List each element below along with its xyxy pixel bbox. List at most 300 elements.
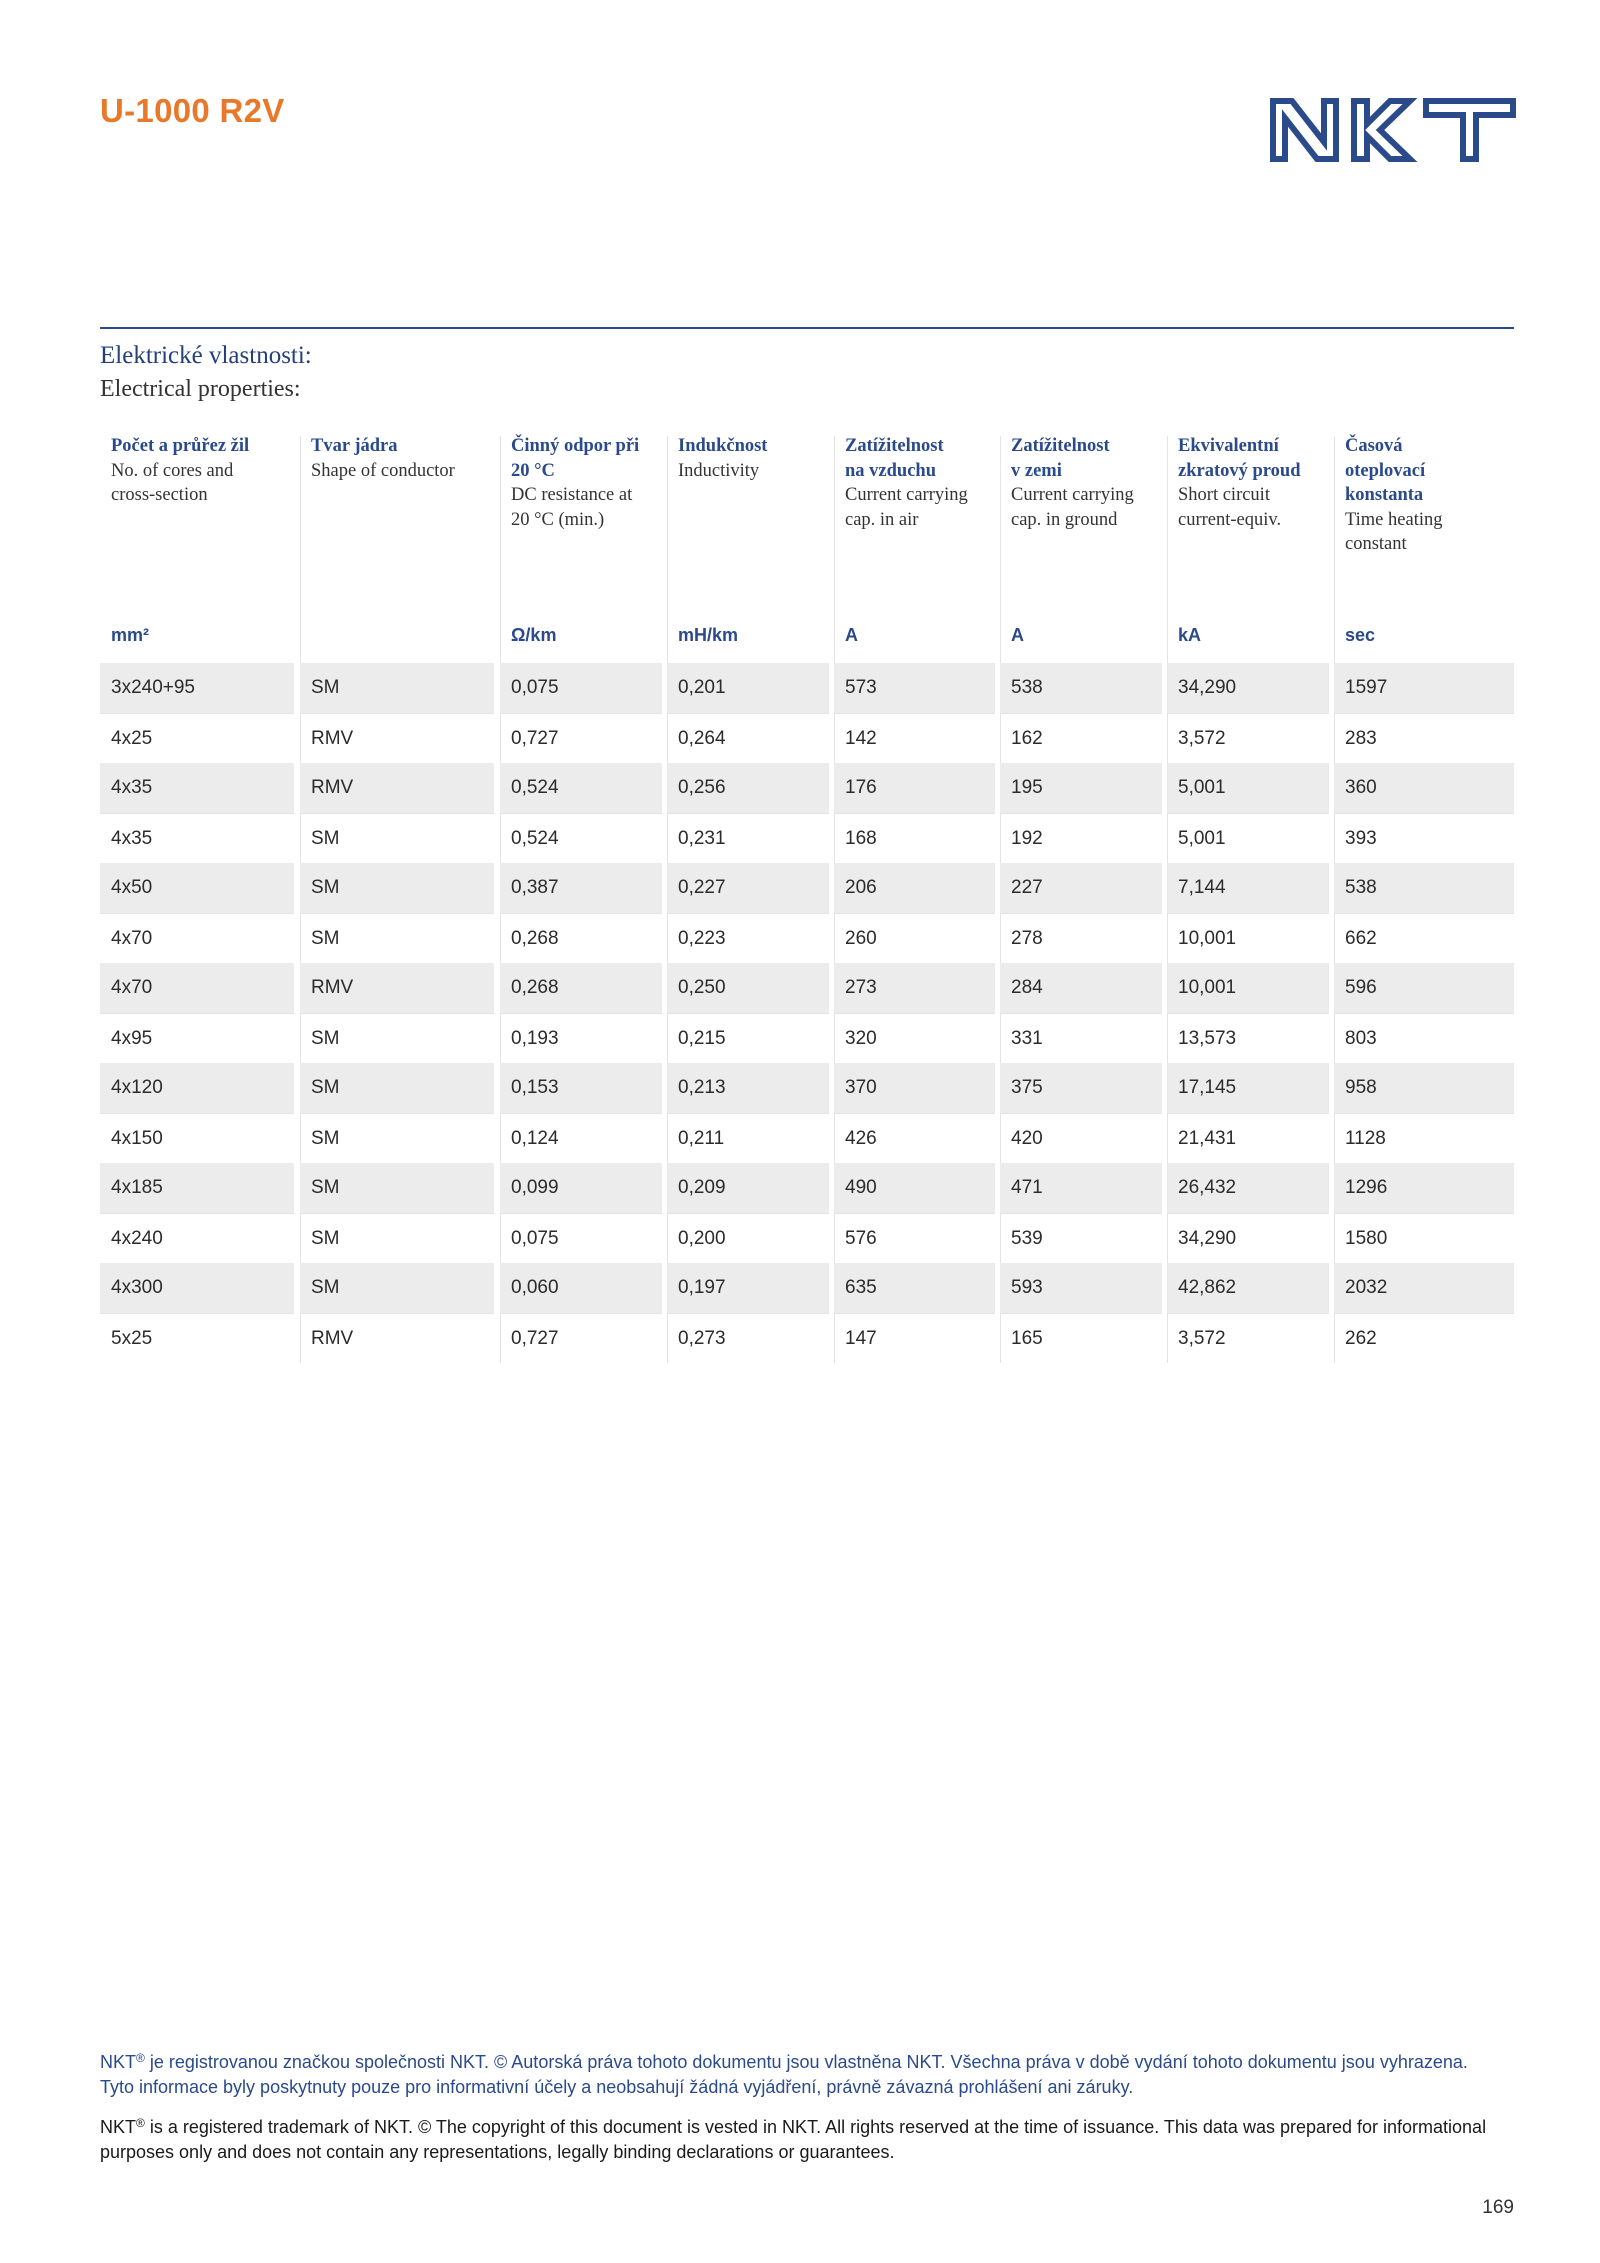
column-divider [300, 1014, 301, 1063]
table-cell-value: 0,200 [678, 1228, 726, 1249]
table-cell-capacity-ground [1000, 1063, 1162, 1113]
table-row [100, 1163, 1514, 1213]
table-cell-value: 803 [1345, 1028, 1377, 1049]
table-cell-conductor-shape [300, 1063, 494, 1113]
table-cell-dc-resistance [500, 813, 662, 863]
table-cell-value: 0,211 [678, 1128, 725, 1149]
table-cell-conductor-shape [300, 1313, 494, 1363]
table-row [100, 1113, 1514, 1163]
table-cell-value: 0,268 [511, 977, 559, 998]
table-cell-capacity-air [834, 963, 995, 1013]
table-cell-value: 0,075 [511, 1228, 559, 1249]
table-cell-value: 360 [1345, 777, 1377, 798]
table-row [100, 1313, 1514, 1363]
table-cell-value: 165 [1011, 1328, 1043, 1349]
column-divider [1000, 714, 1001, 763]
table-cell-value: 17,145 [1178, 1077, 1237, 1098]
table-cell-dc-resistance [500, 1313, 662, 1363]
table-cell-cores-cross-section [100, 713, 294, 763]
trademark-text-en: is a registered trademark of NKT. © The copyright of this document is vested in NKT. All rights reserved at the time of issuance. This data was prepared for informational purposes only and does not contain any representations, legally binding declarations or guarantees. [100, 2117, 1487, 2162]
table-cell-value: 21,431 [1178, 1128, 1237, 1149]
table-cell-cores-cross-section [100, 813, 294, 863]
section-divider [100, 327, 1514, 329]
table-cell-value: 0,524 [511, 777, 559, 798]
trademark-notice-en [100, 2115, 1500, 2164]
column-divider [500, 436, 501, 663]
column-divider [1167, 714, 1168, 763]
column-divider [1000, 1214, 1001, 1263]
table-row [100, 1063, 1514, 1113]
table-cell-value: 0,209 [678, 1177, 726, 1198]
table-cell-value: 0,060 [511, 1277, 559, 1298]
table-cell-inductivity [667, 1263, 829, 1313]
table-cell-cores-cross-section [100, 1013, 294, 1063]
column-divider [1334, 1114, 1335, 1163]
column-header-time-heating-constant [1334, 432, 1514, 663]
table-cell-value: 206 [845, 877, 877, 898]
table-cell-value: 273 [845, 977, 877, 998]
column-divider [1167, 914, 1168, 963]
table-cell-value: 3,572 [1178, 1328, 1226, 1349]
table-cell-capacity-ground [1000, 913, 1162, 963]
table-cell-value: 1580 [1345, 1228, 1388, 1249]
table-cell-value: 0,250 [678, 977, 726, 998]
column-divider [500, 1314, 501, 1363]
table-cell-inductivity [667, 1313, 829, 1363]
column-header-en-line: cap. in air [845, 509, 919, 530]
column-divider [500, 1014, 501, 1063]
column-header-cz-line: Zatížitelnost [845, 436, 944, 456]
column-divider [667, 1214, 668, 1263]
table-cell-short-circuit-current [1167, 1013, 1329, 1063]
table-cell-inductivity [667, 713, 829, 763]
column-header-en-line: No. of cores and [111, 460, 234, 481]
table-cell-time-heating-constant [1334, 663, 1514, 713]
table-cell-conductor-shape [300, 663, 494, 713]
table-cell-value: SM [311, 1177, 340, 1198]
column-header-en-line: cross-section [111, 485, 208, 505]
table-row [100, 1013, 1514, 1063]
table-cell-value: 0,227 [678, 877, 726, 898]
table-cell-value: 320 [845, 1028, 877, 1049]
table-cell-inductivity [667, 663, 829, 713]
column-divider [667, 1014, 668, 1063]
table-cell-capacity-air [834, 1213, 995, 1263]
table-cell-capacity-ground [1000, 1163, 1162, 1213]
table-cell-cores-cross-section [100, 913, 294, 963]
table-cell-value: 262 [1345, 1328, 1377, 1349]
table-cell-value: SM [311, 1277, 340, 1298]
column-header-capacity-ground [1000, 432, 1162, 663]
table-row [100, 1263, 1514, 1313]
table-cell-dc-resistance [500, 1013, 662, 1063]
column-divider [1000, 1114, 1001, 1163]
table-cell-time-heating-constant [1334, 1213, 1514, 1263]
table-cell-value: 958 [1345, 1077, 1377, 1098]
table-cell-time-heating-constant [1334, 763, 1514, 813]
table-cell-time-heating-constant [1334, 1163, 1514, 1213]
table-cell-cores-cross-section [100, 1163, 294, 1213]
table-cell-conductor-shape [300, 1263, 494, 1313]
table-cell-conductor-shape [300, 863, 494, 913]
table-cell-value: 0,387 [511, 877, 559, 898]
table-cell-value: 4x240 [111, 1228, 163, 1249]
table-cell-value: 538 [1011, 677, 1043, 698]
column-divider [300, 714, 301, 763]
column-header-cz-line: Časová [1345, 436, 1403, 456]
column-header-cz-line: Zatížitelnost [1011, 436, 1110, 456]
table-cell-capacity-ground [1000, 1113, 1162, 1163]
table-cell-value: 331 [1011, 1028, 1043, 1049]
table-cell-value: 539 [1011, 1228, 1043, 1249]
table-cell-value: 0,124 [511, 1128, 559, 1149]
table-cell-cores-cross-section [100, 963, 294, 1013]
table-cell-conductor-shape [300, 1163, 494, 1213]
table-cell-time-heating-constant [1334, 863, 1514, 913]
column-header-short-circuit-current [1167, 432, 1329, 663]
column-header-en-line: Inductivity [678, 460, 760, 481]
table-cell-value: 0,201 [678, 677, 726, 698]
table-cell-value: 10,001 [1178, 977, 1237, 998]
column-divider [1000, 1014, 1001, 1063]
table-cell-value: 7,144 [1178, 877, 1226, 898]
trademark-brand-en: NKT [100, 2117, 136, 2137]
column-divider [1167, 436, 1168, 663]
column-header-cz-line: konstanta [1345, 485, 1424, 505]
column-header-en-line: current-equiv. [1178, 509, 1282, 530]
table-row [100, 963, 1514, 1013]
table-cell-inductivity [667, 913, 829, 963]
table-cell-capacity-air [834, 713, 995, 763]
table-cell-value: SM [311, 1028, 340, 1049]
table-body [100, 663, 1514, 1363]
table-cell-cores-cross-section [100, 1113, 294, 1163]
table-cell-value: 538 [1345, 877, 1377, 898]
table-cell-capacity-air [834, 1163, 995, 1213]
table-cell-capacity-ground [1000, 713, 1162, 763]
column-divider [1167, 1214, 1168, 1263]
table-cell-value: 576 [845, 1228, 877, 1249]
column-unit: A [845, 625, 858, 645]
table-row [100, 1213, 1514, 1263]
column-divider [1000, 1314, 1001, 1363]
column-divider [1000, 914, 1001, 963]
table-cell-capacity-ground [1000, 1263, 1162, 1313]
column-divider [1167, 814, 1168, 863]
table-cell-value: 168 [845, 828, 877, 849]
table-cell-value: 0,268 [511, 928, 559, 949]
section-title: Elektrické vlastnosti: [100, 342, 312, 369]
table-row [100, 863, 1514, 913]
column-divider [1334, 436, 1335, 663]
column-divider [667, 914, 668, 963]
table-cell-value: 596 [1345, 977, 1377, 998]
table-cell-value: RMV [311, 777, 354, 798]
registered-mark-cz: ® [136, 2051, 145, 2065]
table-cell-value: 192 [1011, 828, 1043, 849]
column-divider [1167, 1314, 1168, 1363]
column-divider [834, 714, 835, 763]
table-cell-inductivity [667, 1063, 829, 1113]
table-cell-value: RMV [311, 977, 354, 998]
column-header-en-line: Current carrying [1011, 485, 1134, 505]
column-divider [1334, 1014, 1335, 1063]
table-cell-inductivity [667, 1113, 829, 1163]
table-cell-value: 1597 [1345, 677, 1388, 698]
table-header-row [100, 432, 1514, 663]
table-cell-value: 0,223 [678, 928, 726, 949]
column-unit: sec [1345, 625, 1376, 645]
table-row [100, 813, 1514, 863]
table-cell-value: 4x35 [111, 828, 153, 849]
table-cell-value: 375 [1011, 1077, 1043, 1098]
trademark-text-cz: je registrovanou značkou společnosti NKT. © Autorská práva tohoto dokumentu jsou vlastněna NKT. Všechna práva v době vydání tohoto dokumentu jsou vyhrazena. Tyto informace byly poskytnuty pouze pro informativní účely a neobsahují žádná vyjádření, právně závazná prohlášení ani záruky. [100, 2052, 1468, 2097]
table-cell-capacity-ground [1000, 1013, 1162, 1063]
column-divider [300, 1114, 301, 1163]
column-divider [300, 1314, 301, 1363]
table-cell-value: 0,231 [678, 828, 726, 849]
column-divider [834, 436, 835, 663]
table-row [100, 763, 1514, 813]
registered-mark-en: ® [136, 2116, 145, 2130]
table-cell-conductor-shape [300, 713, 494, 763]
table-cell-conductor-shape [300, 1013, 494, 1063]
column-divider [667, 1114, 668, 1163]
column-header-en-line: constant [1345, 534, 1407, 554]
table-cell-dc-resistance [500, 863, 662, 913]
column-divider [834, 1114, 835, 1163]
nkt-logo [1270, 98, 1516, 162]
column-header-en-line: 20 °C (min.) [511, 509, 605, 530]
table-cell-value: 0,256 [678, 777, 726, 798]
table-cell-inductivity [667, 1163, 829, 1213]
table-cell-conductor-shape [300, 1213, 494, 1263]
table-cell-short-circuit-current [1167, 1263, 1329, 1313]
table-cell-value: 5,001 [1178, 828, 1226, 849]
column-header-en-line: DC resistance at [511, 485, 633, 505]
product-title: U-1000 R2V [100, 92, 285, 129]
table-cell-dc-resistance [500, 913, 662, 963]
table-cell-value: 42,862 [1178, 1277, 1237, 1298]
table-cell-short-circuit-current [1167, 713, 1329, 763]
table-cell-time-heating-constant [1334, 1063, 1514, 1113]
table-cell-value: SM [311, 1228, 340, 1249]
table-cell-capacity-air [834, 1113, 995, 1163]
table-cell-dc-resistance [500, 1063, 662, 1113]
table-cell-value: SM [311, 1077, 340, 1098]
table-cell-value: 195 [1011, 777, 1043, 798]
table-cell-capacity-air [834, 863, 995, 913]
column-divider [1167, 1014, 1168, 1063]
column-divider [1334, 814, 1335, 863]
table-cell-value: 0,727 [511, 728, 559, 749]
table-cell-capacity-air [834, 913, 995, 963]
table-cell-value: 635 [845, 1277, 877, 1298]
column-header-cz-line: 20 °C [511, 460, 555, 481]
table-cell-value: 593 [1011, 1277, 1043, 1298]
table-cell-short-circuit-current [1167, 863, 1329, 913]
table-cell-short-circuit-current [1167, 1313, 1329, 1363]
table-cell-dc-resistance [500, 1113, 662, 1163]
column-unit: kA [1178, 625, 1202, 645]
table-cell-value: 0,193 [511, 1028, 559, 1049]
table-cell-value: 176 [845, 777, 877, 798]
table-cell-value: 0,197 [678, 1277, 726, 1298]
table-cell-cores-cross-section [100, 1263, 294, 1313]
column-divider [300, 814, 301, 863]
table-cell-time-heating-constant [1334, 1313, 1514, 1363]
table-cell-value: 426 [845, 1128, 877, 1149]
column-divider [500, 814, 501, 863]
table-cell-value: 26,432 [1178, 1177, 1237, 1198]
table-cell-value: 10,001 [1178, 928, 1237, 949]
table-cell-value: 283 [1345, 728, 1377, 749]
table-cell-value: 0,153 [511, 1077, 559, 1098]
table-cell-value: SM [311, 677, 340, 698]
table-cell-dc-resistance [500, 963, 662, 1013]
column-header-cz-line: zkratový proud [1178, 460, 1301, 481]
table-cell-capacity-air [834, 813, 995, 863]
table-cell-time-heating-constant [1334, 813, 1514, 863]
column-header-inductivity [667, 432, 829, 663]
table-cell-value: 573 [845, 677, 877, 698]
table-cell-capacity-air [834, 763, 995, 813]
table-cell-capacity-ground [1000, 963, 1162, 1013]
table-cell-value: 3,572 [1178, 728, 1226, 749]
column-header-dc-resistance [500, 432, 662, 663]
table-cell-dc-resistance [500, 663, 662, 713]
column-divider [834, 1214, 835, 1263]
table-cell-value: 3x240+95 [111, 677, 195, 698]
table-cell-value: 471 [1011, 1177, 1043, 1198]
table-cell-value: 162 [1011, 728, 1043, 749]
table-cell-value: SM [311, 828, 340, 849]
table-cell-dc-resistance [500, 1213, 662, 1263]
table-cell-dc-resistance [500, 713, 662, 763]
table-cell-value: 2032 [1345, 1277, 1388, 1298]
table-cell-value: 4x185 [111, 1177, 163, 1198]
column-header-cz-line: Počet a průřez žil [111, 436, 250, 456]
column-header-en-line: Short circuit [1178, 485, 1270, 505]
table-cell-value: 260 [845, 928, 877, 949]
table-row [100, 663, 1514, 713]
table-cell-capacity-ground [1000, 1213, 1162, 1263]
column-divider [834, 914, 835, 963]
table-cell-value: 0,075 [511, 677, 559, 698]
column-unit: Ω/km [511, 625, 557, 645]
table-cell-time-heating-constant [1334, 1013, 1514, 1063]
table-cell-short-circuit-current [1167, 1113, 1329, 1163]
column-divider [1334, 914, 1335, 963]
table-cell-value: SM [311, 1128, 340, 1149]
table-cell-value: 0,727 [511, 1328, 559, 1349]
column-divider [500, 1114, 501, 1163]
table-cell-value: 393 [1345, 828, 1377, 849]
table-cell-capacity-ground [1000, 763, 1162, 813]
table-cell-value: 142 [845, 728, 877, 749]
column-divider [834, 814, 835, 863]
table-cell-cores-cross-section [100, 763, 294, 813]
table-cell-inductivity [667, 963, 829, 1013]
table-cell-time-heating-constant [1334, 913, 1514, 963]
table-cell-cores-cross-section [100, 1313, 294, 1363]
column-divider [1167, 1114, 1168, 1163]
column-divider [500, 914, 501, 963]
table-cell-value: 4x35 [111, 777, 153, 798]
table-cell-value: RMV [311, 1328, 354, 1349]
table-cell-cores-cross-section [100, 663, 294, 713]
table-cell-cores-cross-section [100, 863, 294, 913]
table-cell-value: 34,290 [1178, 1228, 1237, 1249]
column-divider [1000, 814, 1001, 863]
table-cell-inductivity [667, 1013, 829, 1063]
table-row [100, 913, 1514, 963]
table-cell-value: 0,215 [678, 1028, 726, 1049]
table-cell-conductor-shape [300, 913, 494, 963]
column-header-cz-line: Indukčnost [678, 436, 768, 456]
table-cell-short-circuit-current [1167, 763, 1329, 813]
column-header-en-line: Time heating [1345, 509, 1443, 530]
table-cell-cores-cross-section [100, 1063, 294, 1113]
column-header-cz-line: v zemi [1011, 460, 1062, 481]
table-cell-inductivity [667, 813, 829, 863]
column-header-cz-line: Tvar jádra [311, 436, 398, 456]
table-cell-dc-resistance [500, 1263, 662, 1313]
column-divider [1334, 1314, 1335, 1363]
table-cell-value: 4x70 [111, 928, 153, 949]
column-header-cz-line: Činný odpor při [511, 436, 640, 456]
table-row [100, 713, 1514, 763]
column-unit: A [1011, 625, 1024, 645]
table-cell-value: 4x150 [111, 1128, 163, 1149]
table-cell-capacity-air [834, 1063, 995, 1113]
table-cell-short-circuit-current [1167, 963, 1329, 1013]
column-header-cz-line: na vzduchu [845, 460, 936, 481]
section-subtitle: Electrical properties: [100, 376, 301, 402]
column-divider [300, 1214, 301, 1263]
table-cell-capacity-ground [1000, 663, 1162, 713]
column-unit: mH/km [678, 625, 739, 645]
table-cell-value: 662 [1345, 928, 1377, 949]
table-cell-value: RMV [311, 728, 354, 749]
column-divider [300, 436, 301, 663]
table-cell-value: 13,573 [1178, 1028, 1237, 1049]
table-cell-value: SM [311, 928, 340, 949]
column-divider [667, 436, 668, 663]
table-cell-short-circuit-current [1167, 1063, 1329, 1113]
table-cell-time-heating-constant [1334, 713, 1514, 763]
table-cell-short-circuit-current [1167, 663, 1329, 713]
table-cell-value: 278 [1011, 928, 1043, 949]
table-cell-value: 4x25 [111, 728, 153, 749]
trademark-brand-cz: NKT [100, 2052, 136, 2072]
column-divider [834, 1314, 835, 1363]
table-cell-value: 420 [1011, 1128, 1043, 1149]
table-cell-inductivity [667, 763, 829, 813]
table-cell-short-circuit-current [1167, 1213, 1329, 1263]
table-cell-dc-resistance [500, 1163, 662, 1213]
column-divider [1334, 1214, 1335, 1263]
column-header-en-line: Current carrying [845, 485, 968, 505]
table-cell-dc-resistance [500, 763, 662, 813]
table-cell-value: 4x120 [111, 1077, 163, 1098]
table-cell-time-heating-constant [1334, 1263, 1514, 1313]
table-cell-capacity-air [834, 1313, 995, 1363]
table-cell-value: 370 [845, 1077, 877, 1098]
electrical-properties-table [100, 432, 1514, 1363]
column-divider [500, 1214, 501, 1263]
table-cell-value: 0,099 [511, 1177, 559, 1198]
